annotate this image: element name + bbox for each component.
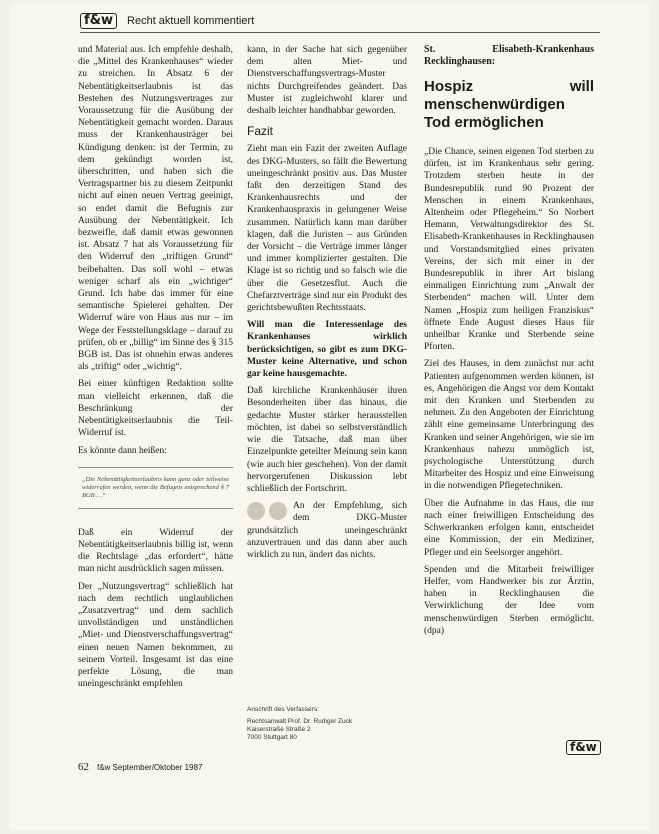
address-title: Anschrift des Verfassers: — [247, 706, 319, 713]
fw-footer-logo: f&w — [566, 740, 601, 755]
publication-info: f&w September/Oktober 1987 — [97, 762, 203, 772]
magazine-page — [10, 4, 650, 830]
paragraph: Daß ein Widerruf der Nebentätigkeitserlaubnis billig ist, wenn die Rechtslage „das erfordert“, hätte man nicht ausdrücklich sagen müssen. — [78, 527, 233, 575]
paragraph: „Die Chance, seinen eigenen Tod sterben zu dürfen, ist im Krankenhaus sehr gering. Trotzdem sterben heute in der Bundesrepublik rund 90 Prozent der Menschen in einem Krankenhaus, Altenheim oder Pflegeheim.“ So Norbert Hemann, Verwaltungsdirektor des St. Elisabeth-Krankenhauses in Recklinghausen und Vorstandsmitglied eines privaten Vereins, der sich mit einer in der Bundesrepublik in ihrer Art bislang einmaligen Einrichtung zum „Anwalt der Sterbenden“ machen will. Unter dem Namen „Hospiz zum heiligen Franziskus“ öffnete Ende August dieses Haus für unheilbar Kranke und Sterbende seine Pforten. — [424, 147, 594, 353]
paragraph: Daß kirchliche Krankenhäuser ihren Besonderheiten über das hinaus, die gedachte Muster stärker herausstellen möchten, ist dabei so selbstverständlich wie die Tatsache, daß man über Einzelpunkte geteilter Meinung sein kann (wie auch hier geschehen). Von der damit hervorgerufenen Diskussion lebt schließlich der Fortschritt. — [247, 386, 407, 494]
paragraph: kann, in der Sache hat sich gegenüber dem alten Miet- und Dienstverschaffungsvertrags-Muster nichts Durchgreifendes geändert. Das Muster ist zugleichwohl klarer und deshalb leichter handhabbar geworden. — [247, 45, 407, 117]
paragraph: Über die Aufnahme in das Haus, die nur nach einer freiwilligen Entscheidung des Schwerkranken erfolgen kann, entscheidet eine Kommission, der ein Mediziner, Pfleger und ein Seelsorger angehört. — [424, 498, 594, 558]
paragraph: Es könnte dann heißen: — [78, 445, 167, 456]
paragraph: und Material aus. Ich empfehle deshalb, die „Mittel des Krankenhauses“ wieder zu streichen. In Absatz 6 der Nebentätigkeitserlaubnis ist das Bestehen des Nutzungsvertrages zur Voraussetzung für die Ausübung der Nebentätigkeit gemacht worden. Daraus muss der Krankenhausträger bei Kündigung denken: ist der Termin, zu dem gekündigt worden ist, überschritten, und haben sich die Vertragspartner bis zu diesem Zeitpunkt nicht auf einen neuen Vertrag geeinigt, so endet damit die Befugnis zur Ausübung der Nebentätigkeit. Ich bezweifle, daß damit etwas gewonnen ist. Absatz 7 hat als Voraussetzung für den Widerruf den „triftigen Grund“ beibehalten. Das soll wohl – etwas weniger scharf als ein „wichtiger“ Grund. Ich habe das immer für eine semantische Spielerei gehalten. Der Widerruf wäre von Haus aus nur – im Wege der Feststellungsklage – darauf zu prüfen, ob er „billig“ im Sinne des § 315 BGB ist. Das ist ohnehin etwas anderes als „triftig“ oder „wichtig“. — [78, 45, 233, 373]
article-headline: Hospiz will menschenwürdigen Tod ermöglichen — [424, 78, 594, 131]
circle-icon — [269, 502, 287, 520]
paragraph: Ziel des Hauses, in dem zunächst nur acht Patienten aufgenommen werden können, ist es, Angehörigen die Angst vor dem Kontakt mit den Kranken und Sterbenden zu nehmen. Zu den Angeboten der Einrichtung zählt eine gemeinsame Unterbringung des Kranken und seiner Angehörigen, wie sie im Krankenhaus nahezu unmöglich ist, psychologische Unterstützung durch Mitarbeiter des Hospiz und eine Einweisung in die notwendigen Pflegetechniken. — [424, 359, 594, 492]
address-line: 7000 Stuttgart 80 — [247, 734, 297, 741]
column-1 — [78, 44, 233, 695]
fw-logo: f&w — [80, 13, 117, 29]
paragraph: Zieht man ein Fazit der zweiten Auflage des DKG-Musters, so fällt die Bewertung uneingeschränkt positiv aus. Das Muster faßt den derzeitigen Stand des Krankenhausrechts und der Krankenhauspraxis in gelungener Weise zusammen. Natürlich kann man darüber klagen, daß die Juristen – aus Gründen der Vorsicht – die Verträge immer länger und immer komplizierter gestalten. Die Klage ist so richtig und so falsch wie die über die Gesetzesflut. Auch die Chefarztverträge sind nur ein Produkt des gerichtsbewußten Rechtsstaats. — [247, 144, 407, 314]
section-title: Recht aktuell kommentiert — [127, 15, 255, 27]
author-address — [247, 706, 407, 742]
recommendation-paragraph — [247, 500, 407, 561]
article-kicker: St. Elisabeth-Krankenhaus Recklinghausen: — [424, 44, 594, 67]
quote-box: „Die Nebentätigkeitserlaubnis kann ganz oder teilweise widerrufen werden, wenn die Befugnis entsprechend § 7 BGB …“ — [78, 467, 233, 509]
recommendation-text: An der Empfehlung, sich dem DKG-Muster grundsätzlich uneingeschränkt anzuvertrauen und das dann aber auch wirklich zu tun, ändert das nichts. — [247, 501, 407, 560]
decorative-circles — [247, 502, 287, 520]
section-heading: Fazit — [247, 124, 274, 139]
bold-paragraph: Will man die Interessenlage des Krankenhauses wirklich berücksichtigen, so gibt es zum DKG-Muster keine Alternative, und schon gar keine hausgemachte. — [247, 320, 407, 380]
address-line: Kaiserstraße Straße 2 — [247, 726, 311, 733]
paragraph-text: Spenden und die Mitarbeit freiwilliger Helfer, vom Handwerker bis zur Ärztin, haben in Recklinghausen die Verwirklichung der Idee vom menschenwürdigen Sterben ermöglicht. — [424, 564, 594, 624]
address-line: Rechtsanwalt Prof. Dr. Rudiger Zuck — [247, 718, 353, 725]
paragraph: Der „Nutzungsvertrag“ schließlich hat nach dem rechtlich unglaublichen „Zusatzvertrag“ und dem sachlich unvollständigen und unständlichen „Miet- und Dienstverschaffungsvertrag“ einen neuen Namen bekommen, zu seinem Vorteil. Insgesamt ist das eine perfekte Lösung, die man uneingeschränkt empfehlen — [78, 581, 233, 690]
source-tag: (dpa) — [424, 625, 445, 636]
circle-icon — [247, 502, 265, 520]
column-3 — [424, 44, 594, 642]
page-header — [80, 10, 600, 33]
paragraph: Bei einer künftigen Redaktion sollte man vielleicht erkennen, daß die Beschränkung der Nebentätigkeitserlaubnis die Teil-Widerruf ist. — [78, 379, 233, 439]
column-2 — [247, 44, 407, 566]
page-footer — [78, 760, 598, 774]
page-number: 62 — [78, 761, 89, 773]
paragraph — [424, 564, 594, 637]
